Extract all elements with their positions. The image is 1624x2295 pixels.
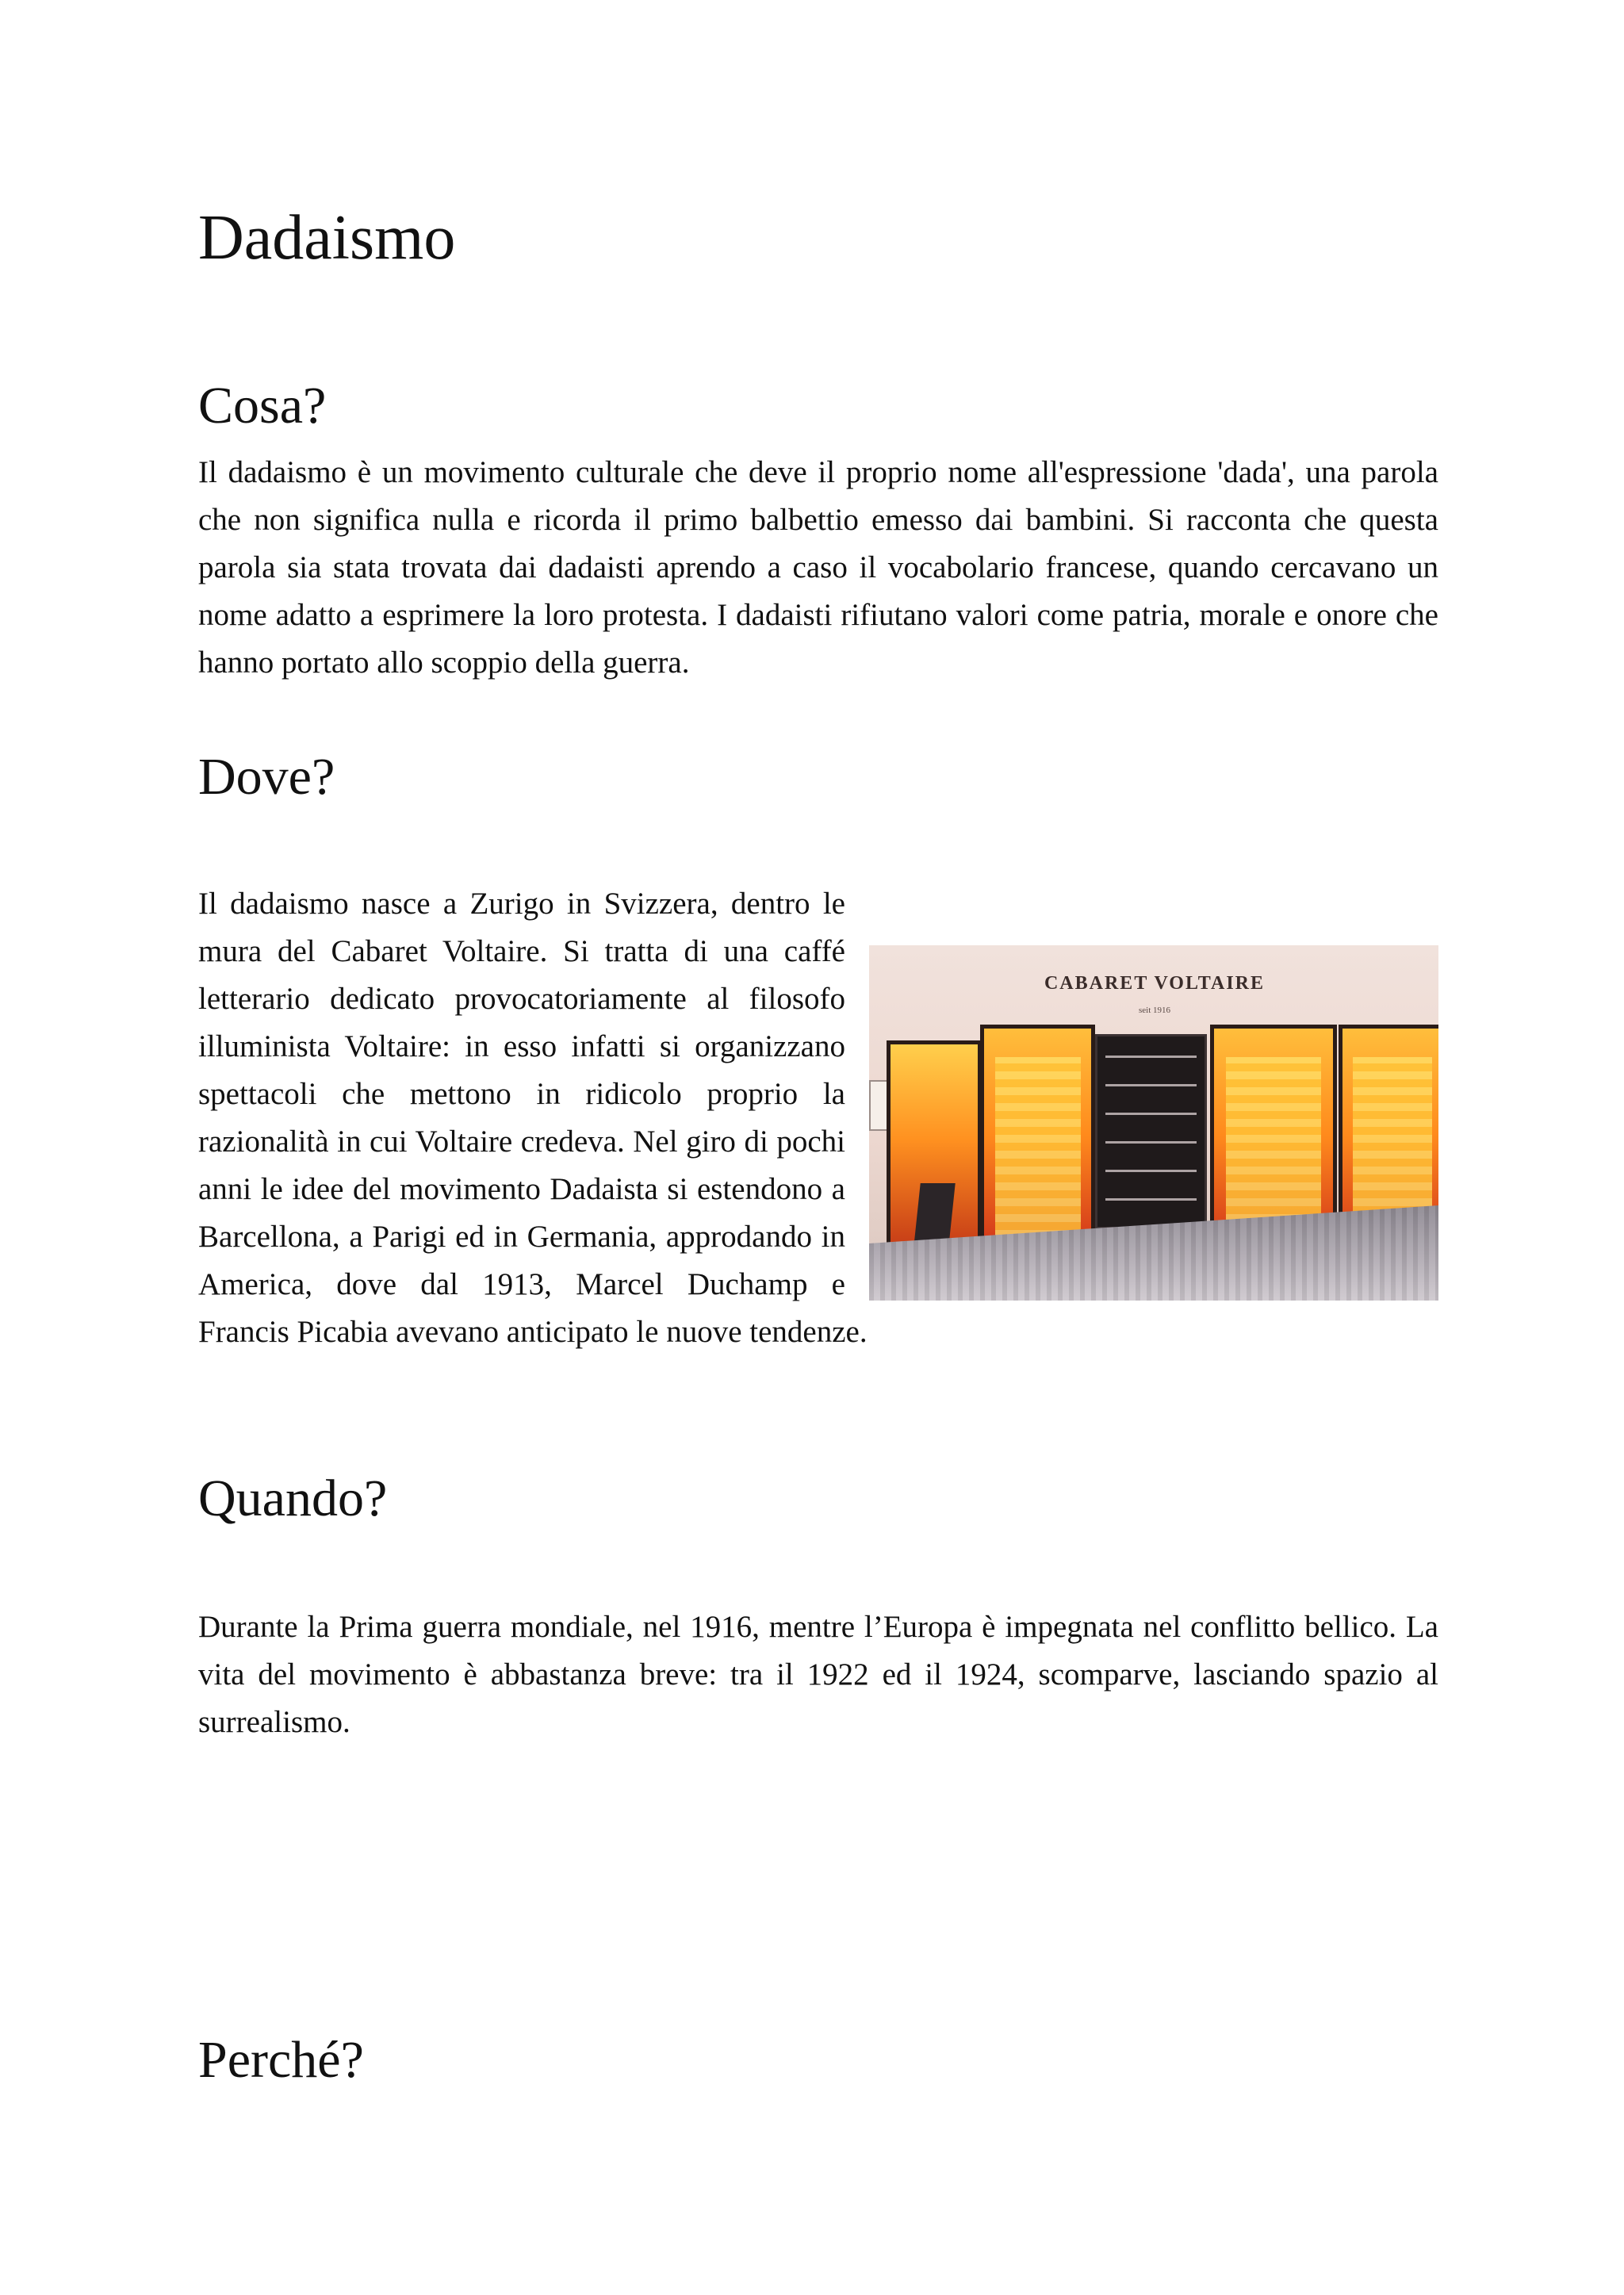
photo-sign-subtext: seit 1916 <box>1138 1006 1171 1015</box>
document-title: Dadaismo <box>198 203 456 273</box>
section-paragraph-dove: Il dadaismo nasce a Zurigo in Svizzera, dentro le mura del Cabaret Voltaire. Si tratta di una caffé letterario dedicato provocatoriamente al filosofo illuminista Voltaire: in esso infatti si organizzano spettacoli che mettono in ridicolo proprio la razionalità in cui Voltaire credeva. Nel giro di pochi anni le idee del movimento Dadaista si estendono a Barcellona, a Parigi ed in Germania, approdando in America, dove dal 1913, Marcel Duchamp e Francis Picabia avevano anticipato le nuove tendenze. <box>198 887 868 1349</box>
section-heading-quando: Quando? <box>198 1469 388 1527</box>
section-body-dove <box>198 880 1438 1356</box>
section-heading-perche: Perché? <box>198 2031 364 2089</box>
section-paragraph-quando: Durante la Prima guerra mondiale, nel 1916, mentre l’Europa è impegnata nel conflitto bellico. La vita del movimento è abbastanza breve: tra il 1922 ed il 1924, scomparve, lasciando spazio al surrealismo. <box>198 1610 1438 1739</box>
photo-sign-text: CABARET VOLTAIRE <box>1044 973 1266 994</box>
section-heading-cosa: Cosa? <box>198 377 327 435</box>
section-heading-dove: Dove? <box>198 748 335 806</box>
section-paragraph-cosa: Il dadaismo è un movimento culturale che deve il proprio nome all'espressione 'dada', una parola che non significa nulla e ricorda il primo balbettio emesso dai bambini. Si racconta che questa parola sia stata trovata dai dadaisti aprendo a caso il vocabolario francese, quando cercavano un nome adatto a esprimere la loro protesta. I dadaisti rifiutano valori come patria, morale e onore che hanno portato allo scoppio della guerra. <box>198 455 1438 680</box>
cabaret-voltaire-photo <box>869 945 1438 1301</box>
